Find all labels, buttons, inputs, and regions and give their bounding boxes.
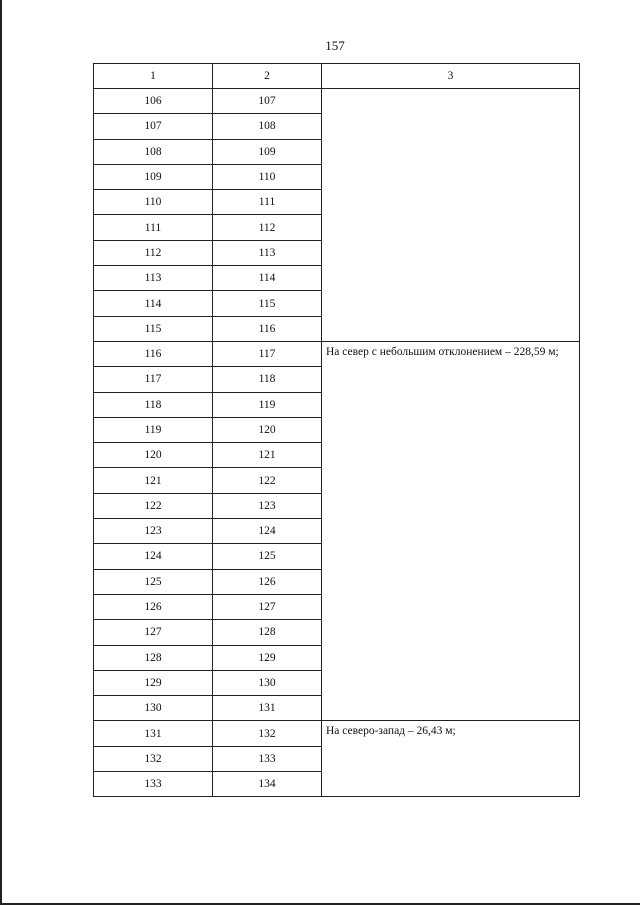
cell-start-point: 128	[94, 645, 213, 670]
cell-start-point: 123	[94, 519, 213, 544]
cell-end-point: 123	[213, 493, 322, 518]
cell-end-point: 126	[213, 569, 322, 594]
cell-start-point: 111	[94, 215, 213, 240]
cell-end-point: 116	[213, 316, 322, 341]
cell-end-point: 122	[213, 468, 322, 493]
header-col-1: 1	[94, 64, 213, 89]
cell-end-point: 129	[213, 645, 322, 670]
cell-start-point: 129	[94, 670, 213, 695]
cell-start-point: 133	[94, 772, 213, 797]
cell-start-point: 114	[94, 291, 213, 316]
table-body	[94, 64, 580, 797]
cell-end-point: 114	[213, 266, 322, 291]
cell-end-point: 118	[213, 367, 322, 392]
cell-start-point: 106	[94, 89, 213, 114]
table-row	[94, 721, 580, 746]
table-row	[94, 341, 580, 366]
cell-end-point: 111	[213, 190, 322, 215]
cell-start-point: 110	[94, 190, 213, 215]
cell-start-point: 130	[94, 696, 213, 721]
cell-direction-description	[322, 89, 580, 342]
cell-start-point: 122	[94, 493, 213, 518]
table-header-row	[94, 64, 580, 89]
cell-end-point: 119	[213, 392, 322, 417]
cell-end-point: 117	[213, 341, 322, 366]
cell-end-point: 113	[213, 240, 322, 265]
cell-start-point: 132	[94, 746, 213, 771]
cell-start-point: 116	[94, 341, 213, 366]
cell-end-point: 109	[213, 139, 322, 164]
boundary-table	[93, 63, 580, 797]
cell-start-point: 107	[94, 114, 213, 139]
cell-start-point: 131	[94, 721, 213, 746]
cell-start-point: 113	[94, 266, 213, 291]
cell-start-point: 126	[94, 594, 213, 619]
cell-direction-description: На север с небольшим отклонением – 228,59 м;	[322, 341, 580, 720]
cell-start-point: 115	[94, 316, 213, 341]
cell-end-point: 124	[213, 519, 322, 544]
cell-end-point: 110	[213, 164, 322, 189]
cell-end-point: 134	[213, 772, 322, 797]
cell-end-point: 131	[213, 696, 322, 721]
cell-start-point: 117	[94, 367, 213, 392]
cell-start-point: 118	[94, 392, 213, 417]
cell-end-point: 132	[213, 721, 322, 746]
header-col-3: 3	[322, 64, 580, 89]
cell-end-point: 127	[213, 594, 322, 619]
cell-end-point: 115	[213, 291, 322, 316]
cell-start-point: 121	[94, 468, 213, 493]
cell-direction-description: На северо-запад – 26,43 м;	[322, 721, 580, 797]
cell-start-point: 119	[94, 417, 213, 442]
cell-end-point: 128	[213, 620, 322, 645]
cell-start-point: 112	[94, 240, 213, 265]
cell-end-point: 108	[213, 114, 322, 139]
page-number: 157	[325, 38, 345, 53]
cell-start-point: 127	[94, 620, 213, 645]
cell-end-point: 130	[213, 670, 322, 695]
cell-end-point: 133	[213, 746, 322, 771]
cell-start-point: 124	[94, 544, 213, 569]
cell-start-point: 120	[94, 443, 213, 468]
cell-end-point: 120	[213, 417, 322, 442]
header-col-2: 2	[213, 64, 322, 89]
cell-start-point: 125	[94, 569, 213, 594]
cell-end-point: 107	[213, 89, 322, 114]
table-row	[94, 89, 580, 114]
cell-start-point: 108	[94, 139, 213, 164]
cell-end-point: 125	[213, 544, 322, 569]
scan-edge-left	[0, 0, 2, 905]
cell-end-point: 121	[213, 443, 322, 468]
cell-start-point: 109	[94, 164, 213, 189]
cell-end-point: 112	[213, 215, 322, 240]
